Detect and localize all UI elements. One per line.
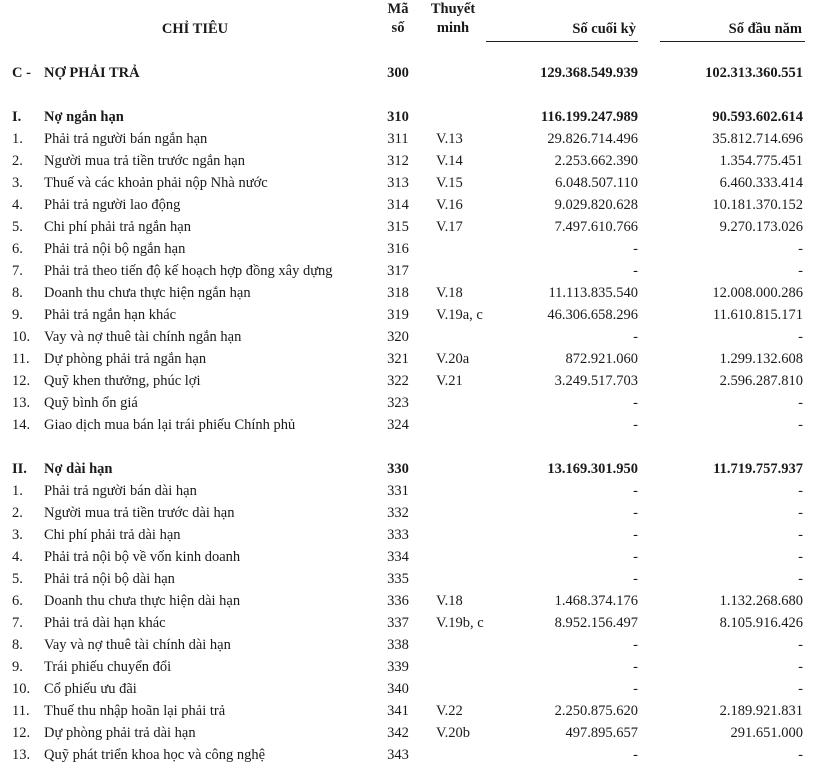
cell-num: 2. xyxy=(12,505,23,521)
cell-note: V.20a xyxy=(436,351,470,367)
cell-code: 336 xyxy=(387,593,409,609)
cell-code: 311 xyxy=(387,131,409,147)
cell-note: V.21 xyxy=(436,373,463,389)
table-row xyxy=(0,524,829,546)
cell-note: V.15 xyxy=(436,175,463,191)
cell-code: 320 xyxy=(387,329,409,345)
cell-cuoi: 7.497.610.766 xyxy=(554,219,638,235)
cell-code: 332 xyxy=(387,505,409,521)
cell-name: NỢ PHẢI TRẢ xyxy=(44,65,140,81)
cell-name: Chi phí phải trả ngắn hạn xyxy=(44,219,191,235)
table-row xyxy=(0,348,829,370)
cell-num: 13. xyxy=(12,395,31,411)
header-so-dau-nam: Số đầu năm xyxy=(728,21,802,37)
cell-name: Cổ phiếu ưu đãi xyxy=(44,681,137,697)
cell-code: 343 xyxy=(387,747,409,763)
cell-num: 8. xyxy=(12,285,23,301)
cell-cuoi: 872.921.060 xyxy=(565,351,638,367)
table-row xyxy=(0,502,829,524)
cell-name: Quỹ khen thưởng, phúc lợi xyxy=(44,373,201,389)
cell-cuoi: 6.048.507.110 xyxy=(555,175,638,191)
cell-name: Trái phiếu chuyển đổi xyxy=(44,659,172,675)
cell-name: Giao dịch mua bán lại trái phiếu Chính phủ xyxy=(44,417,296,433)
cell-name: Nợ dài hạn xyxy=(44,461,113,477)
cell-dau: - xyxy=(798,395,803,411)
cell-cuoi: 8.952.156.497 xyxy=(554,615,638,631)
header-so-cuoi-ky: Số cuối kỳ xyxy=(572,21,636,37)
cell-name: Doanh thu chưa thực hiện dài hạn xyxy=(44,593,241,609)
cell-cuoi: - xyxy=(633,549,638,565)
cell-note: V.20b xyxy=(436,725,470,741)
cell-note: V.17 xyxy=(436,219,463,235)
table-row xyxy=(0,194,829,216)
cell-dau: 6.460.333.414 xyxy=(719,175,803,191)
cell-code: 330 xyxy=(387,461,409,477)
cell-cuoi: 2.253.662.390 xyxy=(554,153,638,169)
cell-dau: 35.812.714.696 xyxy=(712,131,803,147)
cell-dau: 1.354.775.451 xyxy=(719,153,803,169)
cell-dau: 1.299.132.608 xyxy=(719,351,803,367)
header-ma-so xyxy=(378,0,418,38)
header-thuyet-minh xyxy=(424,0,482,38)
cell-cuoi: 497.895.657 xyxy=(565,725,638,741)
cell-note: V.19b, c xyxy=(436,615,484,631)
table-row xyxy=(0,238,829,260)
header-underline-cuoi-ky xyxy=(486,41,638,42)
cell-cuoi: 11.113.835.540 xyxy=(548,285,638,301)
cell-code: 312 xyxy=(387,153,409,169)
cell-name: Nợ ngắn hạn xyxy=(44,109,124,125)
cell-code: 318 xyxy=(387,285,409,301)
cell-name: Thuế thu nhập hoãn lại phải trả xyxy=(44,703,226,719)
cell-note: V.22 xyxy=(436,703,463,719)
cell-dau: - xyxy=(798,263,803,279)
cell-dau: - xyxy=(798,659,803,675)
cell-num: C - xyxy=(12,65,31,81)
cell-name: Phải trả theo tiến độ kế hoạch hợp đồng xây dựng xyxy=(44,263,333,279)
cell-name: Phải trả nội bộ về vốn kinh doanh xyxy=(44,549,241,565)
cell-code: 337 xyxy=(387,615,409,631)
table-row xyxy=(0,612,829,634)
cell-name: Phải trả người bán ngắn hạn xyxy=(44,131,208,147)
cell-num: 9. xyxy=(12,659,23,675)
cell-cuoi: - xyxy=(633,329,638,345)
table-row xyxy=(0,546,829,568)
cell-num: 14. xyxy=(12,417,31,433)
table-row xyxy=(0,590,829,612)
cell-code: 339 xyxy=(387,659,409,675)
cell-num: 11. xyxy=(12,703,30,719)
cell-num: 8. xyxy=(12,637,23,653)
cell-dau: - xyxy=(798,505,803,521)
cell-num: 6. xyxy=(12,593,23,609)
cell-note: V.13 xyxy=(436,131,463,147)
table-row xyxy=(0,370,829,392)
cell-cuoi: 9.029.820.628 xyxy=(554,197,638,213)
cell-cuoi: - xyxy=(633,505,638,521)
cell-dau: - xyxy=(798,549,803,565)
cell-code: 317 xyxy=(387,263,409,279)
cell-num: 1. xyxy=(12,131,23,147)
cell-name: Phải trả dài hạn khác xyxy=(44,615,166,631)
cell-code: 334 xyxy=(387,549,409,565)
cell-cuoi: 129.368.549.939 xyxy=(540,65,638,81)
header-thuyet-minh-line1: Thuyết xyxy=(430,1,476,17)
cell-dau: - xyxy=(798,527,803,543)
cell-code: 322 xyxy=(387,373,409,389)
cell-dau: - xyxy=(798,747,803,763)
cell-code: 331 xyxy=(387,483,409,499)
cell-code: 340 xyxy=(387,681,409,697)
cell-num: 13. xyxy=(12,747,31,763)
table-row xyxy=(0,414,829,436)
cell-name: Phải trả người bán dài hạn xyxy=(44,483,197,499)
cell-code: 335 xyxy=(387,571,409,587)
header-ma-so-line1: Mã xyxy=(387,1,409,17)
cell-code: 323 xyxy=(387,395,409,411)
table-header xyxy=(0,0,829,50)
table-row xyxy=(0,304,829,326)
cell-num: 9. xyxy=(12,307,23,323)
cell-num: 10. xyxy=(12,329,31,345)
cell-name: Người mua trả tiền trước ngắn hạn xyxy=(44,153,245,169)
cell-cuoi: 3.249.517.703 xyxy=(554,373,638,389)
cell-cuoi: - xyxy=(633,681,638,697)
cell-num: II. xyxy=(12,461,27,477)
cell-cuoi: - xyxy=(633,263,638,279)
cell-cuoi: - xyxy=(633,395,638,411)
cell-cuoi: - xyxy=(633,747,638,763)
table-row xyxy=(0,172,829,194)
header-chi-tieu: CHỈ TIÊU xyxy=(161,21,229,37)
cell-num: 3. xyxy=(12,527,23,543)
table-row xyxy=(0,216,829,238)
cell-name: Phải trả ngắn hạn khác xyxy=(44,307,177,323)
cell-name: Vay và nợ thuê tài chính dài hạn xyxy=(44,637,231,653)
table-row xyxy=(0,150,829,172)
cell-cuoi: - xyxy=(633,417,638,433)
cell-num: 10. xyxy=(12,681,31,697)
cell-name: Dự phòng phải trả dài hạn xyxy=(44,725,196,741)
cell-num: 7. xyxy=(12,263,23,279)
table-row xyxy=(0,678,829,700)
table-row xyxy=(0,634,829,656)
cell-cuoi: - xyxy=(633,527,638,543)
cell-cuoi: 46.306.658.296 xyxy=(547,307,638,323)
cell-dau: 11.719.757.937 xyxy=(713,461,803,477)
table-row xyxy=(0,656,829,678)
cell-cuoi: 1.468.374.176 xyxy=(554,593,638,609)
cell-dau: 1.132.268.680 xyxy=(719,593,803,609)
table-row xyxy=(0,106,829,128)
cell-name: Phải trả nội bộ ngắn hạn xyxy=(44,241,186,257)
cell-num: 7. xyxy=(12,615,23,631)
cell-name: Quỹ bình ổn giá xyxy=(44,395,138,411)
cell-cuoi: 116.199.247.989 xyxy=(540,109,638,125)
cell-code: 313 xyxy=(387,175,409,191)
cell-num: 5. xyxy=(12,219,23,235)
table-row xyxy=(0,700,829,722)
cell-name: Quỹ phát triển khoa học và công nghệ xyxy=(44,747,266,763)
cell-code: 319 xyxy=(387,307,409,323)
cell-cuoi: 2.250.875.620 xyxy=(554,703,638,719)
cell-dau: - xyxy=(798,417,803,433)
table-row xyxy=(0,326,829,348)
cell-num: 12. xyxy=(12,725,31,741)
cell-code: 310 xyxy=(387,109,409,125)
table-row xyxy=(0,392,829,414)
cell-num: 1. xyxy=(12,483,23,499)
cell-cuoi: - xyxy=(633,659,638,675)
cell-code: 333 xyxy=(387,527,409,543)
cell-name: Người mua trả tiền trước dài hạn xyxy=(44,505,235,521)
cell-cuoi: - xyxy=(633,571,638,587)
cell-note: V.19a, c xyxy=(436,307,483,323)
cell-dau: 2.596.287.810 xyxy=(719,373,803,389)
table-row xyxy=(0,128,829,150)
table-row xyxy=(0,480,829,502)
cell-num: 6. xyxy=(12,241,23,257)
cell-dau: - xyxy=(798,241,803,257)
cell-dau: 291.651.000 xyxy=(730,725,803,741)
cell-cuoi: 29.826.714.496 xyxy=(547,131,638,147)
header-thuyet-minh-line2: minh xyxy=(436,20,470,36)
cell-name: Thuế và các khoản phải nộp Nhà nước xyxy=(44,175,268,191)
cell-num: 2. xyxy=(12,153,23,169)
cell-note: V.16 xyxy=(436,197,463,213)
cell-code: 338 xyxy=(387,637,409,653)
cell-code: 315 xyxy=(387,219,409,235)
cell-num: 11. xyxy=(12,351,30,367)
cell-dau: - xyxy=(798,329,803,345)
cell-dau: - xyxy=(798,681,803,697)
cell-cuoi: - xyxy=(633,637,638,653)
cell-dau: 11.610.815.171 xyxy=(712,307,803,323)
cell-name: Doanh thu chưa thực hiện ngắn hạn xyxy=(44,285,251,301)
cell-dau: - xyxy=(798,571,803,587)
cell-code: 342 xyxy=(387,725,409,741)
cell-cuoi: - xyxy=(633,241,638,257)
cell-num: 12. xyxy=(12,373,31,389)
cell-dau: 9.270.173.026 xyxy=(719,219,803,235)
cell-dau: 90.593.602.614 xyxy=(712,109,803,125)
cell-name: Dự phòng phải trả ngắn hạn xyxy=(44,351,207,367)
cell-dau: - xyxy=(798,637,803,653)
cell-code: 300 xyxy=(387,65,409,81)
cell-dau: 8.105.916.426 xyxy=(719,615,803,631)
cell-note: V.18 xyxy=(436,593,463,609)
cell-cuoi: - xyxy=(633,483,638,499)
cell-dau: - xyxy=(798,483,803,499)
cell-name: Phải trả người lao động xyxy=(44,197,181,213)
cell-dau: 102.313.360.551 xyxy=(705,65,803,81)
cell-note: V.18 xyxy=(436,285,463,301)
cell-code: 316 xyxy=(387,241,409,257)
cell-code: 341 xyxy=(387,703,409,719)
table-row xyxy=(0,568,829,590)
cell-code: 324 xyxy=(387,417,409,433)
cell-name: Chi phí phải trả dài hạn xyxy=(44,527,181,543)
table-row xyxy=(0,282,829,304)
cell-cuoi: 13.169.301.950 xyxy=(547,461,638,477)
header-ma-so-line2: số xyxy=(391,20,405,36)
cell-num: 5. xyxy=(12,571,23,587)
cell-note: V.14 xyxy=(436,153,463,169)
cell-code: 321 xyxy=(387,351,409,367)
cell-dau: 2.189.921.831 xyxy=(719,703,803,719)
cell-num: I. xyxy=(12,109,22,125)
table-row xyxy=(0,62,829,84)
table-row xyxy=(0,722,829,744)
cell-num: 3. xyxy=(12,175,23,191)
cell-num: 4. xyxy=(12,197,23,213)
header-underline-dau-nam xyxy=(660,41,805,42)
cell-dau: 12.008.000.286 xyxy=(712,285,803,301)
cell-dau: 10.181.370.152 xyxy=(712,197,803,213)
cell-code: 314 xyxy=(387,197,409,213)
table-row xyxy=(0,744,829,766)
cell-num: 4. xyxy=(12,549,23,565)
table-row xyxy=(0,458,829,480)
table-row xyxy=(0,260,829,282)
cell-name: Phải trả nội bộ dài hạn xyxy=(44,571,175,587)
cell-name: Vay và nợ thuê tài chính ngắn hạn xyxy=(44,329,242,345)
